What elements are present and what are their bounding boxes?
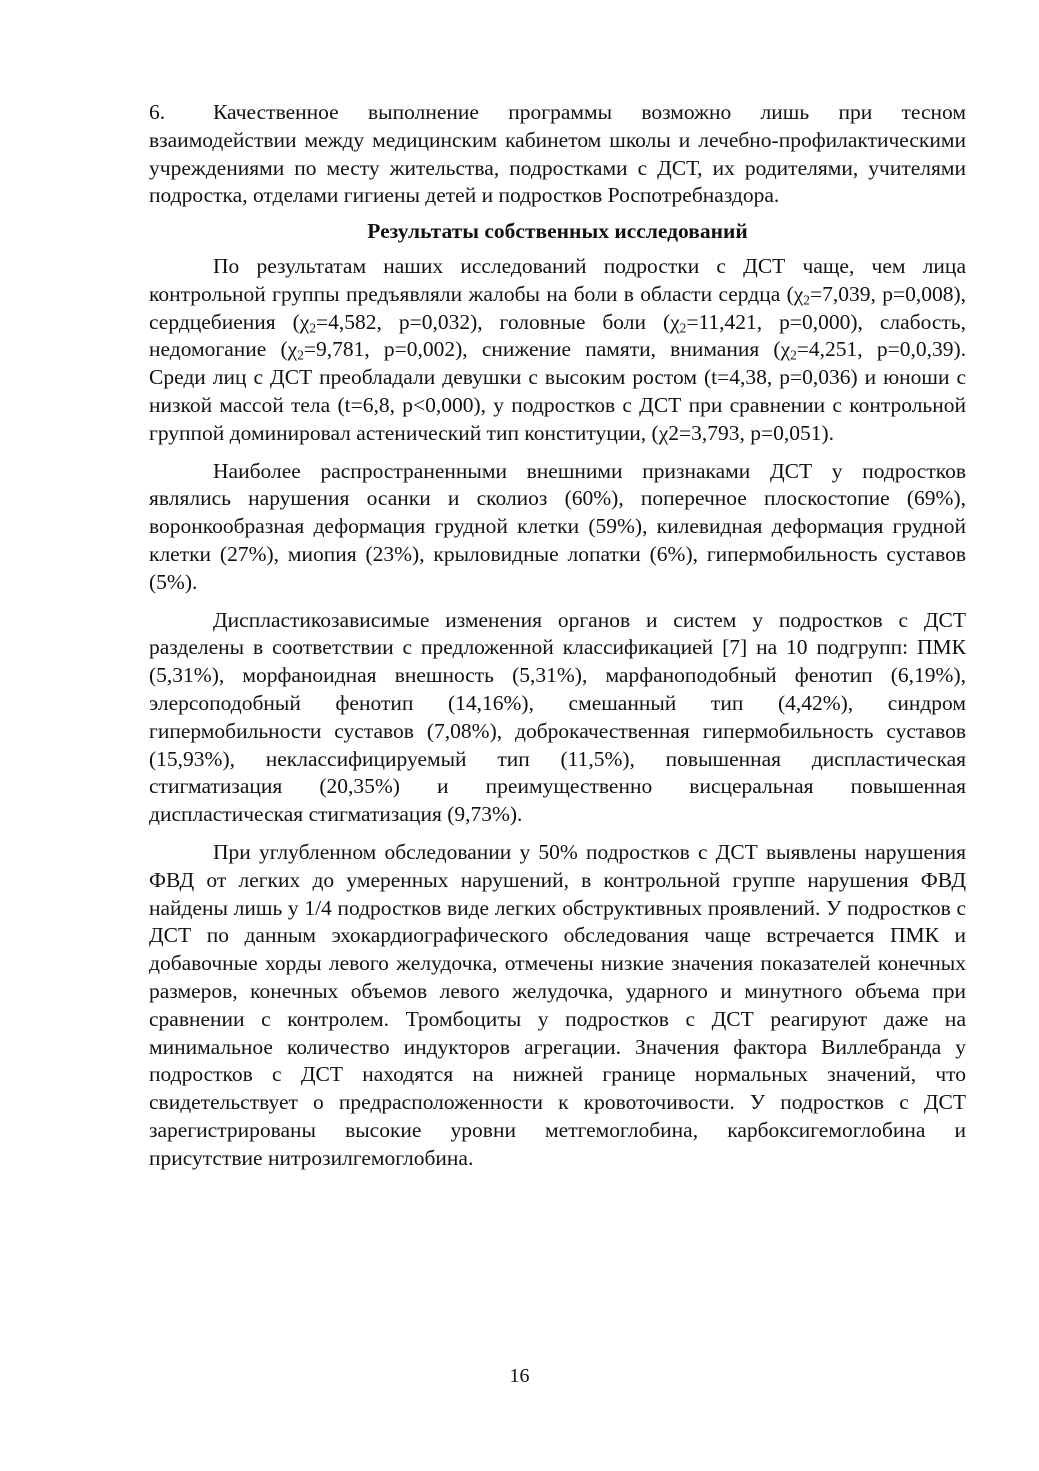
subscript: 2 [679, 319, 687, 335]
section-heading: Результаты собственных исследований [367, 219, 748, 244]
paragraph-dysplasia-subgroups: Диспластикозависимые изменения органов и систем у подростков с ДСТ разделены в соответствии с предложенной классификацией [7] на 10 подгрупп: ПМК (5,31%), морфаноидная внешность (5,31%), марфаноподобный фенотип (6,19%), элерсоподобный фенотип (14,16%), смешанный тип (4,42%), синдром гипермобильности суставов (7,08%), доброкачественная гипермобильность суставов (15,93%), неклассифицируемый тип (11,5%), повышенная диспластическая стигматизация (20,35%) и преимущественно висцеральная повышенная диспластическая стигматизация (9,73%). [149, 607, 966, 827]
text-segment: =11,421, p=0,000), слабость, недомогание (χ [149, 309, 966, 362]
subscript: 2 [803, 292, 810, 308]
subscript: 2 [309, 319, 317, 335]
paragraph-in-depth-examination: При углубленном обследовании у 50% подростков с ДСТ выявлены нарушения ФВД от легких до умеренных нарушений, в контрольной группе нарушения ФВД найдены лишь у 1/4 подростков виде легких обструктивных проявлений. У подростков с ДСТ по данным эхокардиографического обследования чаще встречается ПМК и добавочные хорды левого желудочка, отмечены низкие значения показателей конечных размеров, конечных объемов левого желудочка, ударного и минутного объема при сравнении с контролем. Тромбоциты у подростков с ДСТ реагируют даже на минимальное количество индукторов агрегации. Значения фактора Виллебранда у подростков с ДСТ находятся на нижней границе нормальных значений, что свидетельствует о предрасположенности к кровоточивости. У подростков с ДСТ зарегистрированы высокие уровни метгемоглобина, карбоксигемоглобина и присутствие нитрозилгемоглобина. [149, 839, 966, 1170]
text-segment: =4,582, p=0,032), головные боли (χ [316, 309, 680, 334]
subscript: 2 [297, 347, 304, 363]
page-number: 16 [509, 1365, 530, 1387]
numbered-item-6 [149, 99, 966, 210]
paragraph-external-signs: Наиболее распространенными внешними признаками ДСТ у подростков являлись нарушения осанки и сколиоз (60%), поперечное плоскостопие (69%), воронкообразная деформация грудной клетки (59%), килевидная деформация грудной клетки (27%), миопия (23%), крыловидные лопатки (6%), гипермобильность суставов (5%). [149, 458, 966, 594]
item-number: 6. [149, 100, 166, 124]
paragraph-complaints [149, 253, 966, 448]
text-segment: =9,781, p=0,002), снижение памяти, внимания (χ [303, 337, 791, 362]
text-segment: По результатам наших исследований подростки с ДСТ чаще, чем лица контрольной группы предъявляли жалобы на боли в области сердца (χ [149, 253, 966, 306]
subscript: 2 [790, 347, 797, 363]
item-text: Качественное выполнение программы возможно лишь при тесном взаимодействии между медицинским кабинетом школы и лечебно-профилактическими учреждениями по месту жительства, подростками с ДСТ, их родителями, учителями подростка, отделами гигиены детей и подростков Роспотребназдора. [149, 100, 966, 208]
text-segment: =7,039, p=0,008), сердцебиения (χ [149, 281, 966, 334]
document-page [149, 99, 966, 1172]
text-segment: =4,251, p=0,0,39). Среди лиц с ДСТ преобладали девушки с высоким ростом (t=4,38, p=0,036) и юноши с низкой массой тела (t=6,8, p<0,000), у подростков с ДСТ при сравнении с контрольной группой доминировал астенический тип конституции, (χ2=3,793, p=0,051). [149, 337, 966, 445]
